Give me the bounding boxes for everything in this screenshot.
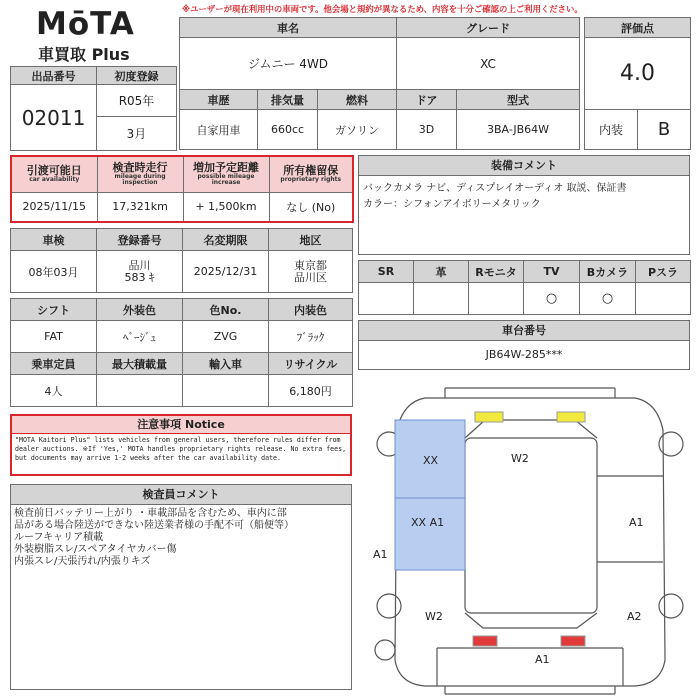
mota-logo [36, 8, 166, 65]
spec-header: 排気量 [258, 90, 318, 110]
chassis-box [358, 320, 690, 370]
color-header: 色No. [183, 299, 269, 321]
inspector-line: 品がある場合陸送ができない陸送業者様の手配不可（船便等） [14, 520, 294, 531]
inspector-line: 外装樹脂スレ/スペアタイヤカバー傷 [14, 544, 177, 555]
inspector-line: ルーフキャリア積載 [14, 532, 104, 543]
windshield-outline [465, 420, 597, 438]
option-power-slide [636, 283, 691, 315]
wheel-rear-right [659, 594, 683, 618]
car-info-table [179, 17, 580, 150]
taillight-left [473, 636, 497, 646]
capacity-header: リサイクル [269, 353, 353, 375]
capacity-table [10, 352, 353, 407]
inspector-comment-box [10, 484, 352, 690]
fuel-value: ガソリン [318, 110, 397, 150]
chassis-number: JB64W-285*** [485, 348, 563, 361]
spec-header: 燃料 [318, 90, 397, 110]
mileage-increase: + 1,500km [183, 192, 269, 222]
option-back-camera: ○ [580, 283, 636, 315]
option-header: Pスラ [636, 261, 691, 283]
lot-table [10, 66, 177, 151]
damage-label: XX [423, 454, 439, 467]
reg-header: 車検 [11, 229, 97, 251]
availability-table [10, 155, 354, 223]
rights-header: 所有権留保 proprietary rights [269, 156, 353, 192]
spec-header: ドア [397, 90, 457, 110]
mileage-header: 検査時走行 mileage during inspection [97, 156, 183, 192]
option-header: Bカメラ [580, 261, 636, 283]
availability-date: 2025/11/15 [11, 192, 97, 222]
spec-header: 型式 [457, 90, 580, 110]
color-header: 外装色 [97, 299, 183, 321]
damage-label: A2 [627, 610, 642, 623]
option-header: TV [524, 261, 580, 283]
interior-color: ﾌﾞﾗｯｸ [269, 321, 353, 353]
option-leather [414, 283, 469, 315]
color-table [10, 298, 353, 353]
plate-number: 品川 583 ｷ [97, 251, 183, 293]
equipment-title: 装備コメント [359, 156, 689, 176]
front-bumper-outline [445, 388, 615, 398]
score-table [584, 17, 691, 150]
damage-label: W2 [511, 452, 529, 465]
inspector-lines [11, 505, 351, 568]
damage-diagram [365, 380, 695, 695]
reg-header: 名変期限 [183, 229, 269, 251]
first-reg-month: 3月 [97, 117, 177, 151]
model-code-value: 3BA-JB64W [457, 110, 580, 150]
reg-header: 地区 [269, 229, 353, 251]
chassis-label: 車台番号 [359, 321, 689, 341]
option-sr [359, 283, 414, 315]
notice-box [10, 414, 352, 476]
score-label: 評価点 [585, 18, 691, 38]
option-rear-monitor [469, 283, 524, 315]
shift-value: FAT [11, 321, 97, 353]
proprietary-rights: なし (No) [269, 192, 353, 222]
rear-panel-outline [437, 648, 623, 686]
lot-number: 02011 [11, 85, 97, 151]
doors-value: 3D [397, 110, 457, 150]
first-reg-label: 初度登録 [97, 67, 177, 85]
equipment-line-1: バックカメラ ナビ、ディスプレイオーディオ 取説、保証書 [363, 183, 627, 194]
inspection-mileage: 17,321km [97, 192, 183, 222]
seating-capacity: 4人 [11, 375, 97, 407]
inspector-title: 検査員コメント [11, 485, 351, 505]
option-header: 革 [414, 261, 469, 283]
logo-title: MōTA [36, 6, 135, 42]
score-value: 4.0 [585, 38, 691, 110]
imported-car [183, 375, 269, 407]
car-name: ジムニー 4WD [180, 38, 397, 90]
damage-label: W2 [425, 610, 443, 623]
displacement-value: 660cc [258, 110, 318, 150]
interior-grade: B [638, 110, 691, 150]
first-reg-year: R05年 [97, 85, 177, 117]
exterior-color: ﾍﾞｰｼﾞｭ [97, 321, 183, 353]
damage-label: A1 [535, 653, 550, 666]
disclaimer-text: ※ユーザーが現在利用中の車両です。他会場と規約が異なるため、内容を十分ご確認の上ご利用ください。 [182, 4, 583, 14]
spec-header: 車歴 [180, 90, 258, 110]
area-value: 東京都 品川区 [269, 251, 353, 293]
color-header: 内装色 [269, 299, 353, 321]
recycle-fee: 6,180円 [269, 375, 353, 407]
reg-header: 登録番号 [97, 229, 183, 251]
roof-outline [465, 438, 597, 613]
availability-header: 引渡可能日 car availability [11, 156, 97, 192]
headlight-left [475, 412, 503, 422]
damage-label: A1 [629, 516, 644, 529]
wheel-rear-left [377, 594, 401, 618]
spare-tire [375, 640, 395, 660]
rear-window-outline [465, 613, 597, 628]
option-header: Rモニタ [469, 261, 524, 283]
increase-header: 増加予定距離 possible mileage increase [183, 156, 269, 192]
grade-label: グレード [397, 18, 580, 38]
damage-label: A1 [373, 548, 388, 561]
car-name-label: 車名 [180, 18, 397, 38]
lot-label: 出品番号 [11, 67, 97, 85]
color-number: ZVG [183, 321, 269, 353]
damage-area-front-fender [395, 498, 465, 570]
capacity-header: 乗車定員 [11, 353, 97, 375]
taillight-right [561, 636, 585, 646]
notice-body: "MOTA Kaitori Plus" lists vehicles from general users, therefore rules differ from dealer auctions. ※If 'Yes,' MOTA handles proprietary rights release. No extra fees, but documents may arrive 1-2 weeks after the car availability date. [15, 436, 347, 462]
inspector-line: 内張スレ/天張汚れ/内張りキズ [14, 556, 151, 567]
name-change-deadline: 2025/12/31 [183, 251, 269, 293]
capacity-header: 輸入車 [183, 353, 269, 375]
capacity-header: 最大積載量 [97, 353, 183, 375]
inspector-line: 検査前日バッテリー上がり ・車載部品を含むため、車内に部 [14, 508, 287, 519]
option-tv: ○ [524, 283, 580, 315]
option-header: SR [359, 261, 414, 283]
registration-table [10, 228, 353, 293]
max-load [97, 375, 183, 407]
notice-title: 注意事項 Notice [12, 416, 350, 434]
grade-value: XC [397, 38, 580, 90]
history-value: 自家用車 [180, 110, 258, 150]
damage-label: XX A1 [411, 516, 445, 529]
rear-bumper-outline [445, 686, 615, 694]
color-header: シフト [11, 299, 97, 321]
shaken-value: 08年03月 [11, 251, 97, 293]
interior-label: 内装 [585, 110, 638, 150]
equipment-comment-box [358, 155, 690, 255]
headlight-right [557, 412, 585, 422]
options-table [358, 260, 691, 315]
equipment-line-2: カラー：シフォンアイボリーメタリック [363, 199, 541, 210]
logo-subtitle: 車買取 Plus [38, 45, 130, 64]
